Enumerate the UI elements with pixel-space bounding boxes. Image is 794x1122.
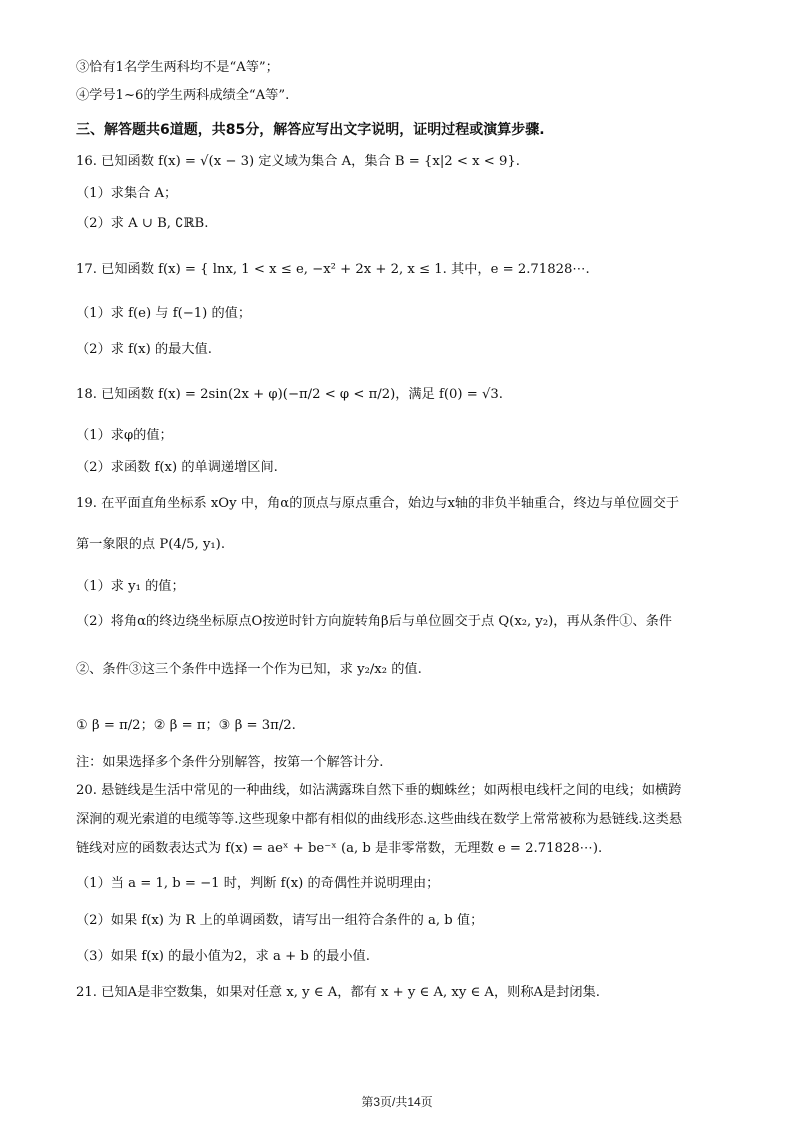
problem-18-part-2: （2）求函数 f(x) 的单调递增区间. [76, 460, 278, 475]
problem-20-part-2: （2）如果 f(x) 为 R 上的单调函数，请写出一组符合条件的 a, b 值； [76, 913, 484, 928]
problem-18-part-1: （1）求φ的值； [76, 428, 173, 443]
problem-18: 18. 已知函数 f(x) = 2sin(2x + φ)(−π/2 < φ < π/2)，满足 f(0) = √3. [76, 387, 503, 402]
section-heading: 三、解答题共6道题，共85分，解答应写出文字说明，证明过程或演算步骤. [76, 122, 545, 138]
problem-21: 21. 已知A是非空数集，如果对任意 x, y ∈ A，都有 x + y ∈ A, xy ∈ A，则称A是封闭集. [76, 985, 600, 1000]
problem-20-part-3: （3）如果 f(x) 的最小值为2，求 a + b 的最小值. [76, 949, 370, 964]
problem-16-part-1: （1）求集合 A； [76, 186, 178, 201]
problem-16-part-2: （2）求 A ∪ B, ∁ℝB. [76, 216, 209, 231]
problem-19-note: 注：如果选择多个条件分别解答，按第一个解答计分. [76, 755, 384, 770]
problem-20-part-1: （1）当 a = 1, b = −1 时，判断 f(x) 的奇偶性并说明理由； [76, 876, 440, 891]
problem-20: 20. 悬链线是生活中常见的一种曲线，如沾满露珠自然下垂的蜘蛛丝；如两根电线杆之间的电线；如横跨 [76, 783, 682, 798]
problem-19-cont: 第一象限的点 P(4/5, y₁). [76, 537, 226, 552]
problem-20-cont-2: 链线对应的函数表达式为 f(x) = aeˣ + be⁻ˣ (a, b 是非零常数，无理数 e = 2.71828⋯). [76, 841, 603, 856]
text-line-2: ④学号1~6的学生两科成绩全“A等”. [76, 88, 290, 103]
problem-16: 16. 已知函数 f(x) = √(x − 3) 定义域为集合 A，集合 B = {x|2 < x < 9}. [76, 154, 520, 169]
text-line-1: ③恰有1名学生两科均不是“A等”； [76, 60, 279, 75]
problem-19-part-1: （1）求 y₁ 的值； [76, 579, 185, 594]
page-footer: 第3页/共14页 [361, 1095, 433, 1109]
problem-19-part-2: （2）将角α的终边绕坐标原点O按逆时针方向旋转角β后与单位圆交于点 Q(x₂, y₂)，再从条件①、条件 [76, 614, 672, 629]
problem-20-cont-1: 深涧的观光索道的电缆等等.这些现象中都有相似的曲线形态.这些曲线在数学上常常被称为悬链线.这类悬 [76, 812, 683, 827]
problem-19: 19. 在平面直角坐标系 xOy 中，角α的顶点与原点重合，始边与x轴的非负半轴重合，终边与单位圆交于 [76, 496, 680, 511]
problem-17: 17. 已知函数 f(x) = { lnx, 1 < x ≤ e, −x² + 2x + 2, x ≤ 1. 其中，e = 2.71828⋯. [76, 262, 590, 277]
problem-17-part-1: （1）求 f(e) 与 f(−1) 的值； [76, 306, 252, 321]
problem-19-conditions: ① β = π/2；② β = π；③ β = 3π/2. [76, 718, 296, 733]
problem-17-part-2: （2）求 f(x) 的最大值. [76, 342, 212, 357]
problem-19-part-2-cont: ②、条件③这三个条件中选择一个作为已知，求 y₂/x₂ 的值. [76, 662, 422, 677]
